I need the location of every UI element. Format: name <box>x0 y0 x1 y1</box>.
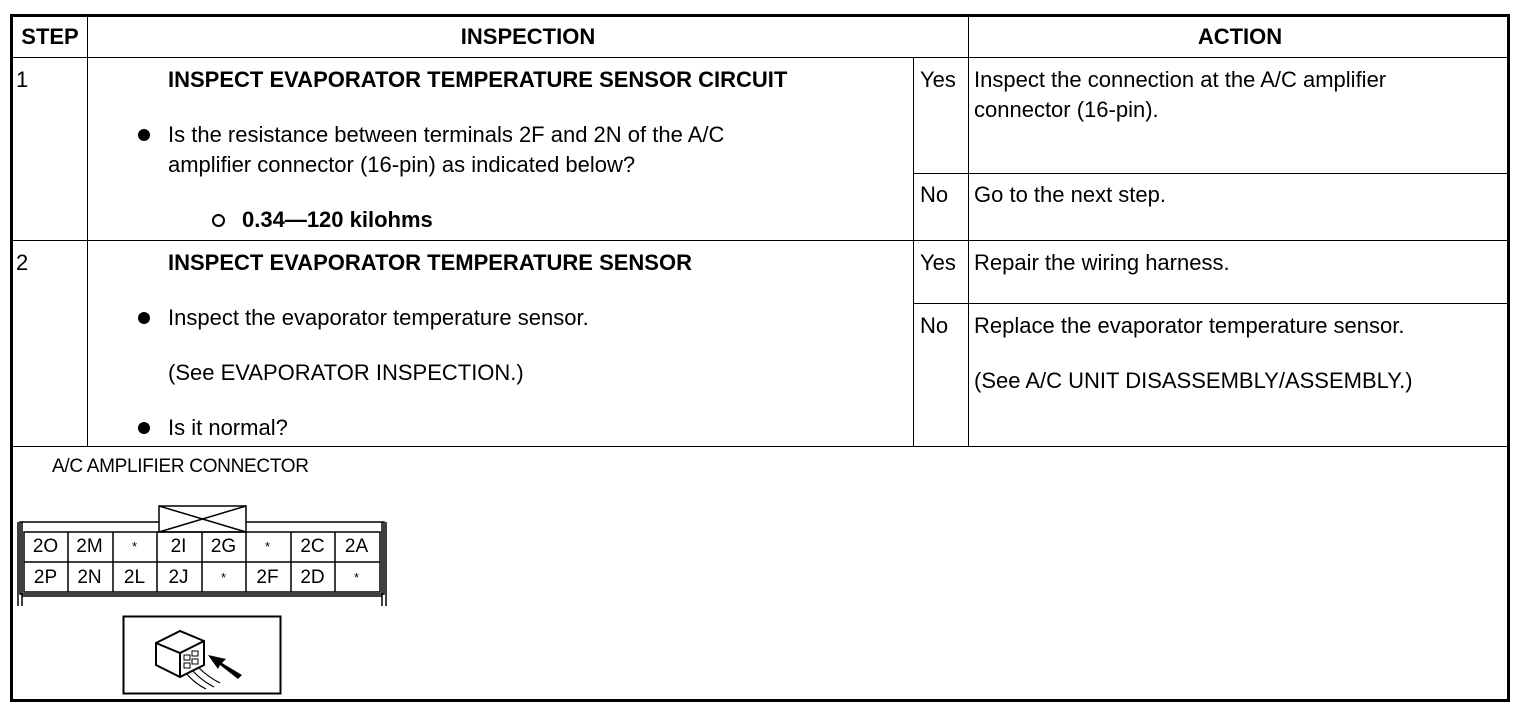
step2-no-label: No <box>920 313 949 338</box>
step2-reference: (See EVAPORATOR INSPECTION.) <box>168 360 524 385</box>
connector-disconnect-icon <box>122 615 282 695</box>
step1-question-line2: amplifier connector (16-pin) as indicated below? <box>168 152 636 177</box>
action-column-divider <box>968 16 969 447</box>
connector-pin-bottom-5: * <box>220 569 227 585</box>
step1-yes-action-line2: connector (16-pin). <box>974 97 1159 122</box>
step1-yes-label: Yes <box>920 67 956 92</box>
connector-pin-bottom-3: 2L <box>123 566 146 588</box>
step2-bullet2: Is it normal? <box>168 415 288 440</box>
step1-divider <box>12 240 1508 241</box>
header-divider <box>12 57 1508 58</box>
connector-pin-top-6: * <box>264 538 271 554</box>
step1-spec-value: 0.34—120 kilohms <box>242 207 433 232</box>
step2-divider <box>12 446 1508 447</box>
connector-caption: A/C AMPLIFIER CONNECTOR <box>52 456 309 477</box>
step1-no-action: Go to the next step. <box>974 182 1167 207</box>
connector-pin-top-4: 2I <box>170 535 187 557</box>
bullet-icon <box>138 129 150 141</box>
step2-no-action: Replace the evaporator temperature sensor. <box>974 313 1405 338</box>
step2-title: INSPECT EVAPORATOR TEMPERATURE SENSOR <box>168 250 692 275</box>
header-inspection: INSPECTION <box>460 24 596 49</box>
connector-pin-bottom-6: 2F <box>256 566 279 588</box>
header-action: ACTION <box>1197 24 1283 49</box>
connector-pin-top-8: 2A <box>344 535 369 557</box>
step1-yes-action-line1: Inspect the connection at the A/C amplifier <box>974 67 1387 92</box>
step2-no-reference: (See A/C UNIT DISASSEMBLY/ASSEMBLY.) <box>974 368 1413 393</box>
step-column-divider <box>87 16 88 447</box>
step1-no-label: No <box>920 182 949 207</box>
step2-yes-action: Repair the wiring harness. <box>974 250 1230 275</box>
header-step: STEP <box>21 24 79 49</box>
step1-number: 1 <box>16 67 29 92</box>
connector-pin-bottom-2: 2N <box>77 566 102 588</box>
circle-bullet-icon <box>212 214 225 227</box>
connector-pin-top-2: 2M <box>76 535 103 557</box>
step2-number: 2 <box>16 250 29 275</box>
bullet-icon <box>138 422 150 434</box>
step2-bullet1: Inspect the evaporator temperature sensor. <box>168 305 589 330</box>
connector-pin-bottom-4: 2J <box>168 566 189 588</box>
connector-pin-top-7: 2C <box>300 535 325 557</box>
bullet-icon <box>138 312 150 324</box>
step1-question-line1: Is the resistance between terminals 2F and 2N of the A/C <box>168 122 725 147</box>
inspection-result-divider <box>913 57 914 447</box>
step2-yes-label: Yes <box>920 250 956 275</box>
connector-pin-top-1: 2O <box>32 535 59 557</box>
connector-pin-top-3: * <box>131 538 138 554</box>
step1-title: INSPECT EVAPORATOR TEMPERATURE SENSOR CIRCUIT <box>168 67 788 92</box>
step2-yes-no-divider <box>913 303 1508 304</box>
connector-pin-bottom-8: * <box>353 569 360 585</box>
connector-pin-bottom-7: 2D <box>300 566 325 588</box>
step1-yes-no-divider <box>913 173 1508 174</box>
connector-pin-bottom-1: 2P <box>33 566 58 588</box>
connector-pin-top-5: 2G <box>210 535 237 557</box>
